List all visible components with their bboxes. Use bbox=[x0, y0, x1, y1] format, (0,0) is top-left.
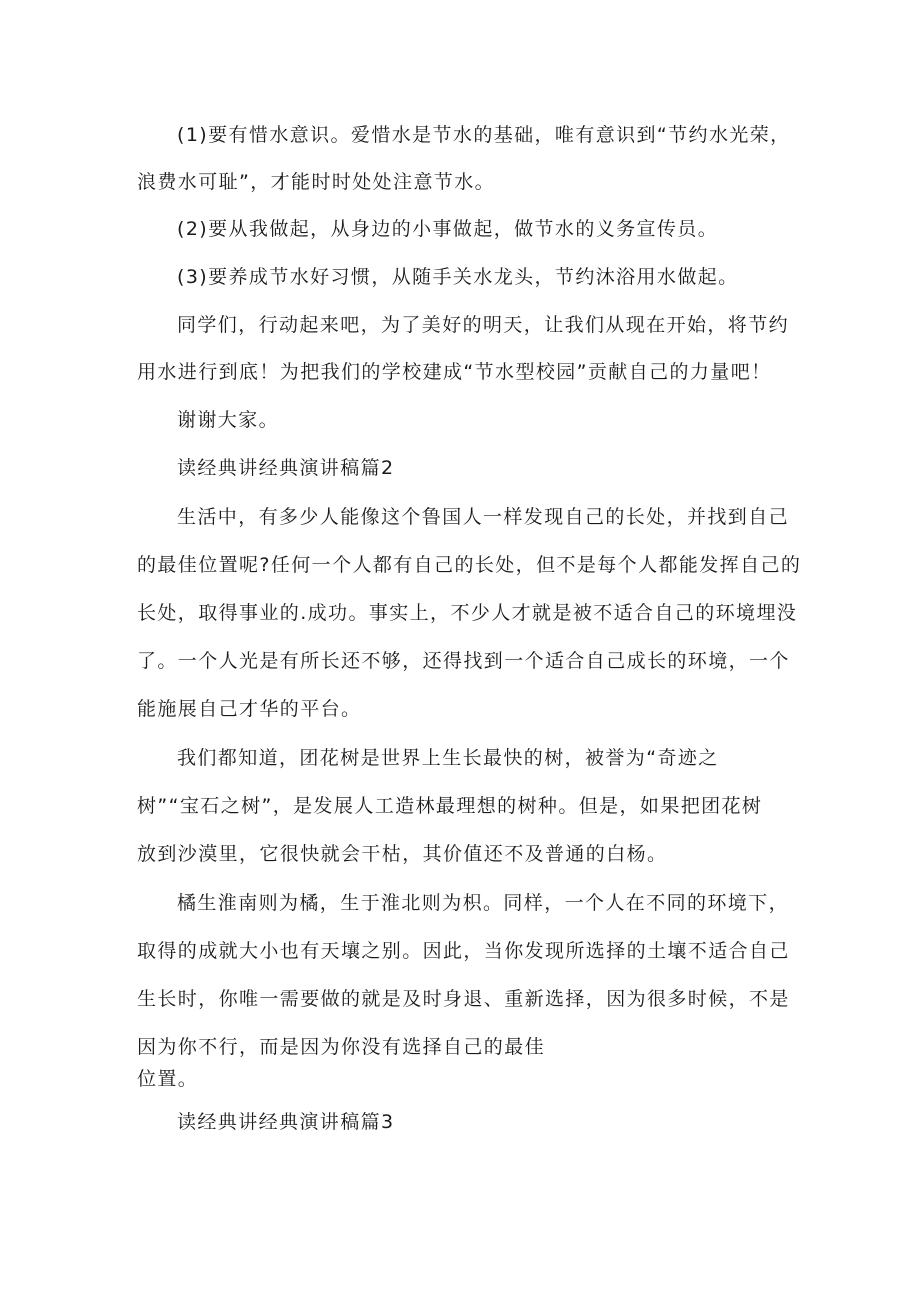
text-line: 了。一个人光是有所长还不够，还得找到一个适合自己成长的环境，一个 bbox=[137, 650, 790, 672]
text-line: 因为你不行，而是因为你没有选择自己的最佳 bbox=[137, 1036, 546, 1058]
text-line: 用水进行到底！为把我们的学校建成“节水型校园”贡献自己的力量吧！ bbox=[137, 361, 772, 383]
text-line: 的最佳位置呢?任何一个人都有自己的长处，但不是每个人都能发挥自己的 bbox=[137, 554, 802, 576]
text-line: 橘生淮南则为橘，生于淮北则为枳。同样，一个人在不同的环境下， bbox=[177, 892, 790, 914]
text-line: 生长时，你唯一需要做的就是及时身退、重新选择，因为很多时候，不是 bbox=[137, 988, 790, 1010]
text-line: 我们都知道，团花树是世界上生长最快的树，被誉为“奇迹之 bbox=[177, 747, 719, 769]
text-line: 取得的成就大小也有天壤之别。因此，当你发现所选择的土壤不适合自己 bbox=[137, 940, 790, 962]
text-line: 同学们，行动起来吧，为了美好的明天，让我们从现在开始，将节约 bbox=[177, 314, 790, 336]
text-line: (3)要养成节水好习惯，从随手关水龙头，节约沐浴用水做起。 bbox=[177, 266, 739, 288]
text-line: (2)要从我做起，从身边的小事做起，做节水的义务宣传员。 bbox=[177, 218, 719, 240]
section-heading: 读经典讲经典演讲稿篇2 bbox=[177, 457, 395, 479]
text-line: 放到沙漠里，它很快就会干枯，其价值还不及普通的白杨。 bbox=[137, 843, 668, 865]
text-line: 能施展自己才华的平台。 bbox=[137, 698, 362, 720]
text-line: 谢谢大家。 bbox=[177, 409, 280, 431]
text-line: (1)要有惜水意识。爱惜水是节水的基础，唯有意识到“节约水光荣， bbox=[177, 124, 791, 146]
text-line: 浪费水可耻”，才能时时处处注意节水。 bbox=[137, 171, 496, 193]
section-heading: 读经典讲经典演讲稿篇3 bbox=[177, 1111, 395, 1133]
text-line: 长处，取得事业的.成功。事实上，不少人才就是被不适合自己的环境埋没 bbox=[137, 602, 798, 624]
text-line: 生活中，有多少人能像这个鲁国人一样发现自己的长处，并找到自己 bbox=[177, 506, 790, 528]
text-line: 位置。 bbox=[137, 1068, 199, 1090]
text-line: 树”“宝石之树”，是发展人工造林最理想的树种。但是，如果把团花树 bbox=[137, 795, 763, 817]
